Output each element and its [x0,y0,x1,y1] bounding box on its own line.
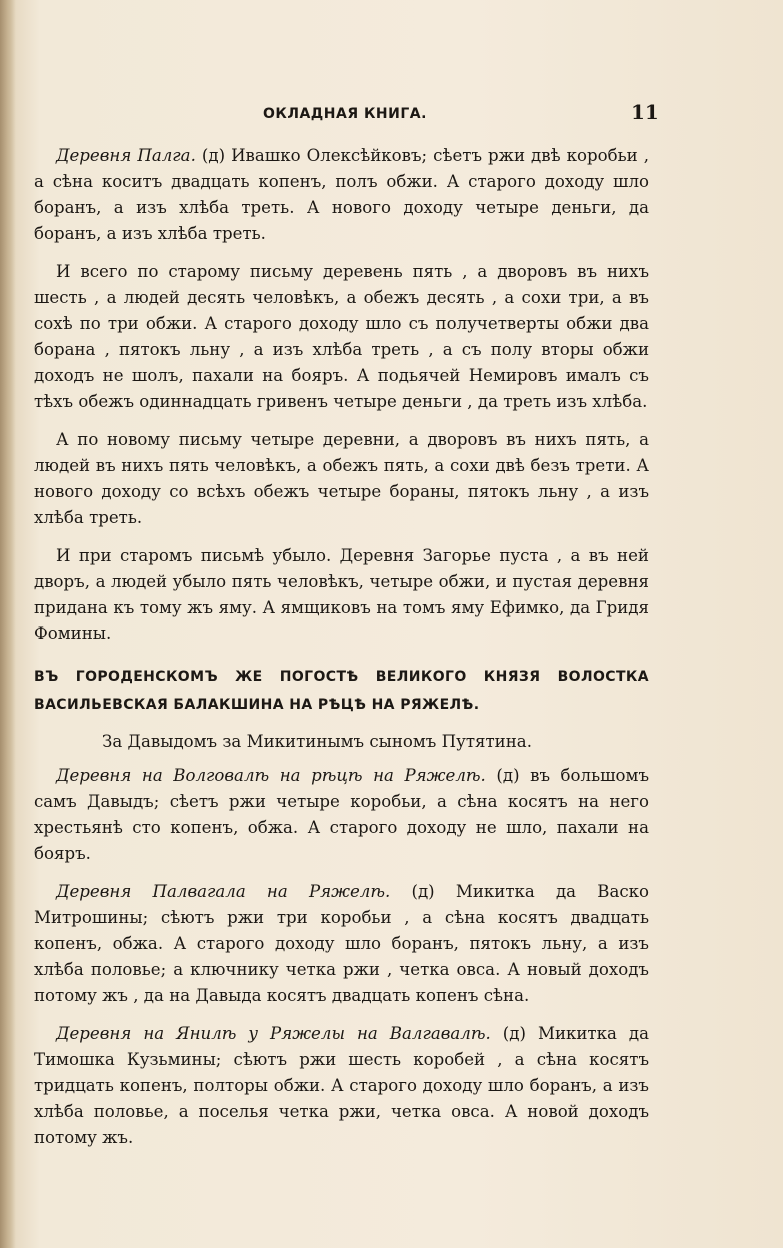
entry-text: (д) Микитка да Васко Митрошины; сѣютъ ржи три коробьи , а сѣна косятъ двадцать копенъ, обжа. А старого доходу шло боранъ, пятокъ льну, а изъ хлѣба половье; а ключнику четка ржи , четка овса. А новый доходъ потому жъ , да на Давыда косятъ двадцать копенъ сѣна. [34,882,650,1005]
paragraph-text: И всего по старому письму деревень пять , а дворовъ въ нихъ шесть , а людей десять человѣкъ, а обежъ десять , а сохи три, а въ сохѣ по три обжи. А старого доходу шло съ получетверты обжи два борана , пятокъ льну , а изъ хлѣба треть , а съ полу вторы обжи доходъ не шолъ, пахали на бояръ. А подьячей Немировъ ималъ съ тѣхъ обежъ одиннадцать гривенъ четыре деньги , да треть изъ хлѣба. [34,262,649,411]
place-name: Деревня на Янилѣ у Ряжелы на Валгавалѣ. [56,1024,491,1043]
place-name: Деревня Палвагала на Ряжелѣ. [56,882,391,901]
entry-text: (д) Микитка да Тимошка Кузьмины; сѣютъ ржи шесть коробей , а сѣна косятъ тридцать копенъ, полторы обжи. А старого доходу шло боранъ, а изъ хлѣба половье, а поселья четка ржи, четка овса. А новой доходъ потому жъ. [34,1024,649,1147]
place-name: Деревня Палга. [56,146,196,165]
paragraph-text: А по новому письму четыре деревни, а дворовъ въ нихъ пять, а людей въ нихъ пять человѣкъ, а обежъ пять, а сохи двѣ безъ трети. А нового доходу со всѣхъ обежъ четыре бораны, пятокъ льну , а изъ хлѣба треть. [34,430,649,527]
paragraph [34,543,649,647]
section-heading: ВЪ ГОРОДЕНСКОМЪ ЖЕ ПОГОСТѢ ВЕЛИКОГО КНЯЗЯ ВОЛОСТКА ВАСИЛЬЕВСКАЯ БАЛАКШИНА НА РѢЦѢ НА РЯЖЕЛѢ. [34,669,649,713]
paragraph [34,427,649,531]
page-spine-shadow [0,0,16,1248]
page-header [0,100,783,130]
owner-line: За Давыдомъ за Микитинымъ сыномъ Путятина. [102,732,532,751]
paragraph [34,259,649,415]
place-name: Деревня на Волговалѣ на рѣцѣ на Ряжелѣ. [56,766,486,785]
entry-text: (д) въ большомъ самъ Давыдъ; сѣетъ ржи четыре коробьи, а сѣна косятъ на него хрестьянѣ сто копенъ, обжа. А старого доходу не шло, пахали на бояръ. [34,766,649,863]
page-body [34,143,649,1163]
entry-paragraph [34,879,649,1009]
entry-paragraph [34,763,649,867]
running-head: ОКЛАДНАЯ КНИГА. [263,106,427,122]
page-number: 11 [631,100,659,124]
paragraph-text: (д) Ивашко Олексѣйковъ; сѣетъ ржи двѣ коробьи , а сѣна коситъ двадцать копенъ, полъ обжи. А старого доходу шло боранъ, а изъ хлѣба треть. А нового доходу четыре деньги, да боранъ, а изъ хлѣба треть. [34,146,649,243]
entry-paragraph [34,1021,649,1151]
paragraph-text: И при старомъ письмѣ убыло. Деревня Загорье пуста , а въ ней дворъ, а людей убыло пять человѣкъ, четыре обжи, и пустая деревня придана къ тому жъ яму. А ямщиковъ на томъ яму Ефимко, да Гридя Фомины. [34,546,649,643]
paragraph [34,143,649,247]
